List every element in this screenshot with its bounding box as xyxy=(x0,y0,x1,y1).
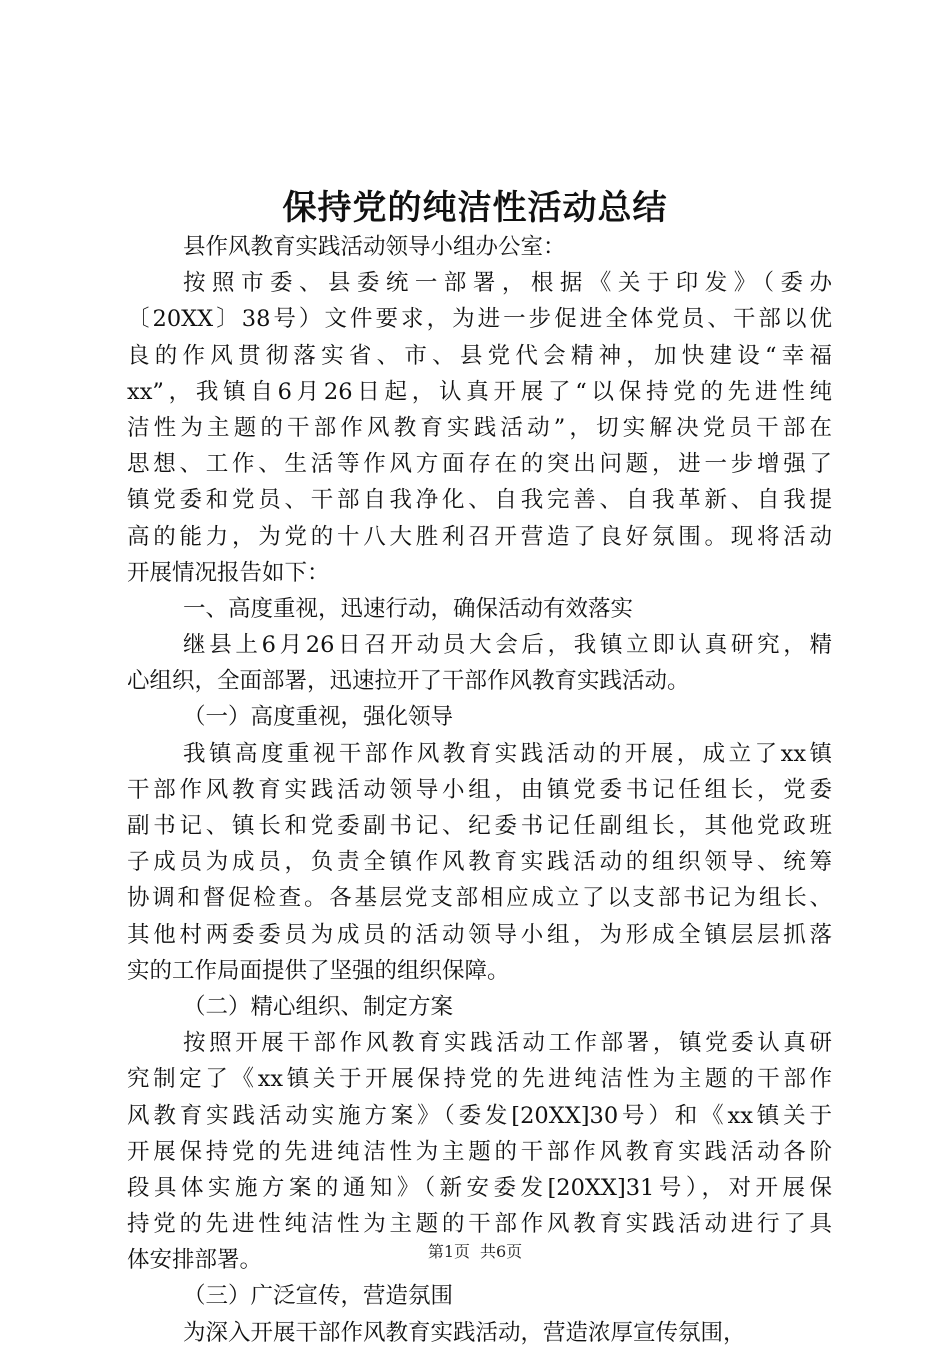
paragraph-line: 风教育实践活动实施方案》（委发[20XX]30号）和《xx镇关于 xyxy=(127,1102,832,1129)
salutation: 县作风教育实践活动领导小组办公室： xyxy=(183,234,566,260)
paragraph-line: 洁性为主题的干部作风教育实践活动”，切实解决党员干部在 xyxy=(127,414,832,441)
paragraph-line: xx”，我镇自6月26日起，认真开展了“以保持党的先进性纯 xyxy=(127,378,832,405)
paragraph-line: 子成员为成员，负责全镇作风教育实践活动的组织领导、统筹 xyxy=(127,849,832,876)
document-body xyxy=(127,229,832,1351)
paragraph-line: 段具体实施方案的通知》（新安委发[20XX]31号），对开展保 xyxy=(127,1174,832,1201)
paragraph-line: 按照开展干部作风教育实践活动工作部署，镇党委认真研 xyxy=(183,1030,832,1057)
section-heading: （二）精心组织、制定方案 xyxy=(183,993,454,1020)
paragraph-line: 按照市委、县委统一部署，根据《关于印发》（委办 xyxy=(183,270,832,297)
paragraph-line: 实的工作局面提供了坚强的组织保障。 xyxy=(127,957,510,984)
paragraph-line: 良的作风贯彻落实省、市、县党代会精神，加快建设“幸福 xyxy=(127,342,832,369)
paragraph-line: 体安排部署。 xyxy=(127,1247,263,1274)
page-total: 共6页 xyxy=(480,1242,523,1261)
page-number: 第1页 xyxy=(427,1242,470,1261)
paragraph-line: 干部作风教育实践活动领导小组，由镇党委书记任组长，党委 xyxy=(127,776,832,803)
paragraph-line: 为深入开展干部作风教育实践活动，营造浓厚宣传氛围， xyxy=(183,1319,746,1346)
paragraph-line: 协调和督促检查。各基层党支部相应成立了以支部书记为组长、 xyxy=(127,885,832,912)
paragraph-line: 心组织，全面部署，迅速拉开了干部作风教育实践活动。 xyxy=(127,668,690,695)
document-title: 保持党的纯洁性活动总结 xyxy=(282,188,668,228)
paragraph-line: 其他村两委委员为成员的活动领导小组，为形成全镇层层抓落 xyxy=(127,921,832,948)
paragraph-line: 思想、工作、生活等作风方面存在的突出问题，进一步增强了 xyxy=(127,451,832,478)
paragraph-line: 〔20XX〕38号）文件要求，为进一步促进全体党员、干部以优 xyxy=(127,306,832,333)
paragraph-line: 究制定了《xx镇关于开展保持党的先进纯洁性为主题的干部作 xyxy=(127,1066,832,1093)
page-footer xyxy=(0,1240,950,1264)
section-heading: （三）广泛宣传，营造氛围 xyxy=(183,1283,454,1310)
section-heading: （一）高度重视，强化领导 xyxy=(183,704,454,731)
section-heading: 一、高度重视，迅速行动，确保活动有效落实 xyxy=(183,595,634,622)
paragraph-line: 开展保持党的先进纯洁性为主题的干部作风教育实践活动各阶 xyxy=(127,1138,832,1165)
paragraph-line: 副书记、镇长和党委副书记、纪委书记任副组长，其他党政班 xyxy=(127,813,832,839)
paragraph-line: 继县上6月26日召开动员大会后，我镇立即认真研究，精 xyxy=(183,632,832,659)
paragraph-line: 开展情况报告如下： xyxy=(127,559,330,586)
paragraph-line: 持党的先进性纯洁性为主题的干部作风教育实践活动进行了具 xyxy=(127,1211,832,1238)
paragraph-line: 镇党委和党员、干部自我净化、自我完善、自我革新、自我提 xyxy=(127,487,832,514)
paragraph-line: 高的能力，为党的十八大胜利召开营造了良好氛围。现将活动 xyxy=(127,523,832,550)
paragraph-line: 我镇高度重视干部作风教育实践活动的开展，成立了xx镇 xyxy=(183,740,832,767)
